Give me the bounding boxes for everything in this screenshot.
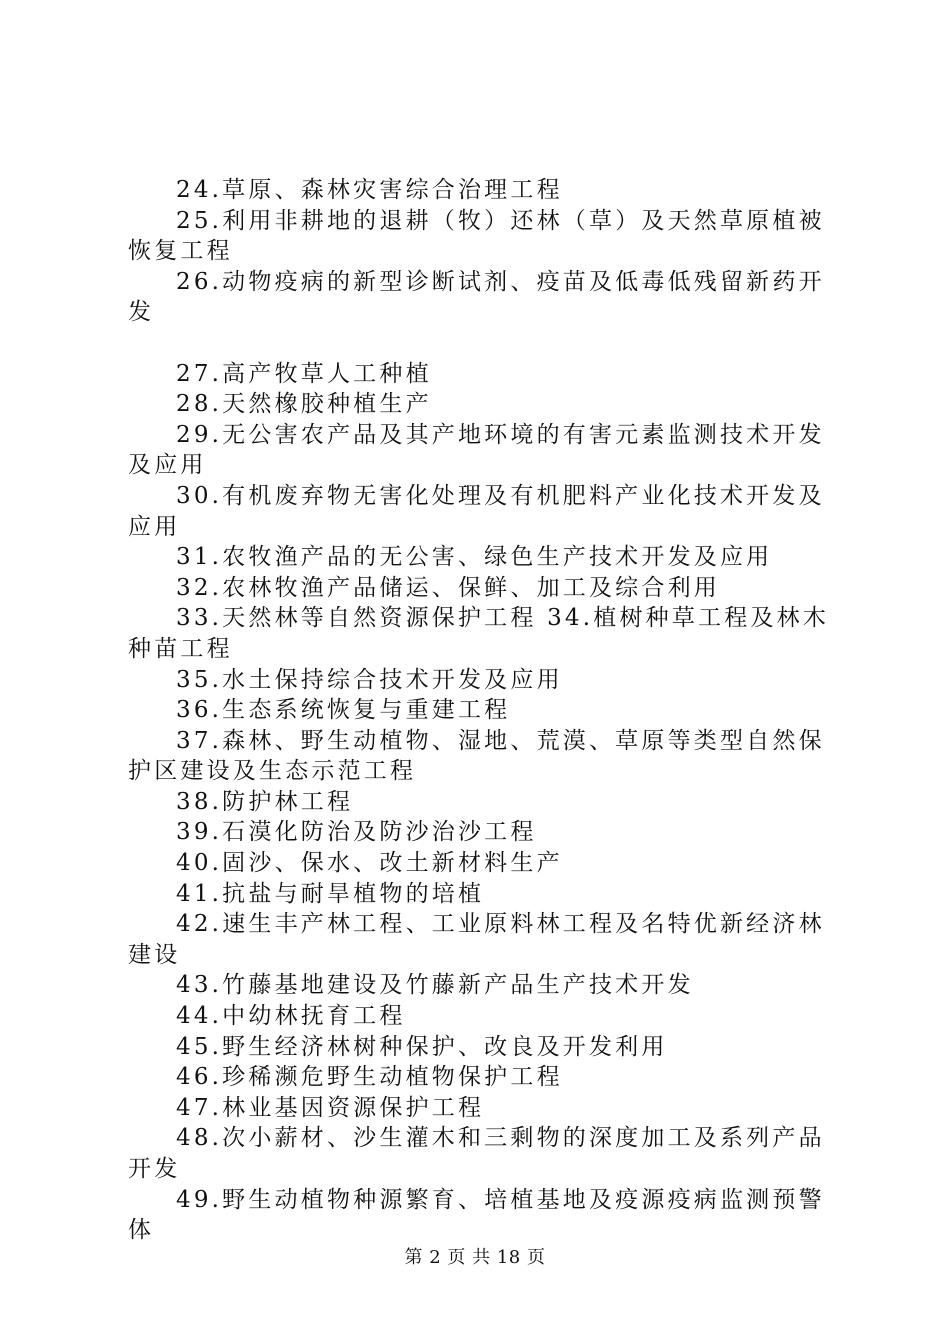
list-item: 38.防护林工程 bbox=[176, 788, 354, 815]
list-item: 44.中幼林抚育工程 bbox=[176, 1003, 406, 1030]
page-number-footer: 第 2 页 共 18 页 bbox=[404, 1247, 546, 1268]
list-item: 27.高产牧草人工种植 bbox=[176, 360, 432, 387]
list-item: 41.抗盐与耐旱植物的培植 bbox=[176, 880, 485, 907]
list-item: 43.竹藤基地建设及竹藤新产品生产技术开发 bbox=[176, 972, 694, 999]
list-item: 26.动物疫病的新型诊断试剂、疫苗及低毒低残留新药开发 bbox=[128, 268, 825, 326]
list-item: 39.石漠化防治及防沙治沙工程 bbox=[176, 819, 537, 846]
list-item: 46.珍稀濒危野生动植物保护工程 bbox=[176, 1064, 563, 1091]
list-item: 48.次小薪材、沙生灌木和三剩物的深度加工及系列产品开发 bbox=[128, 1125, 825, 1182]
list-item: 30.有机废弃物无害化处理及有机肥料产业化技术开发及应用 bbox=[128, 482, 825, 540]
list-item: 42.速生丰产林工程、工业原料林工程及名特优新经济林建设 bbox=[128, 911, 825, 968]
list-item: 45.野生经济林树种保护、改良及开发利用 bbox=[176, 1033, 668, 1060]
list-item: 32.农林牧渔产品储运、保鲜、加工及综合利用 bbox=[176, 574, 720, 601]
list-item: 25.利用非耕地的退耕（牧）还林（草）及天然草原植被恢复工程 bbox=[128, 207, 825, 265]
list-item: 31.农牧渔产品的无公害、绿色生产技术开发及应用 bbox=[176, 544, 773, 571]
list-item: 37.森林、野生动植物、湿地、荒漠、草原等类型自然保护区建设及生态示范工程 bbox=[128, 727, 825, 785]
list-item: 28.天然橡胶种植生产 bbox=[176, 391, 432, 418]
list-item: 40.固沙、保水、改土新材料生产 bbox=[176, 850, 563, 877]
list-item: 24.草原、森林灾害综合治理工程 bbox=[176, 177, 563, 203]
list-item: 33.天然林等自然资源保护工程 34.植树种草工程及林木种苗工程 bbox=[128, 605, 830, 662]
document-body bbox=[128, 175, 830, 1246]
list-item: 35.水土保持综合技术开发及应用 bbox=[176, 666, 563, 693]
list-item: 49.野生动植物种源繁育、培植基地及疫源疫病监测预警体 bbox=[128, 1186, 825, 1244]
list-item: 47.林业基因资源保护工程 bbox=[176, 1094, 485, 1121]
list-item: 36.生态系统恢复与重建工程 bbox=[176, 697, 511, 724]
list-item: 29.无公害农产品及其产地环境的有害元素监测技术开发及应用 bbox=[128, 421, 825, 479]
blank-line bbox=[128, 328, 830, 359]
